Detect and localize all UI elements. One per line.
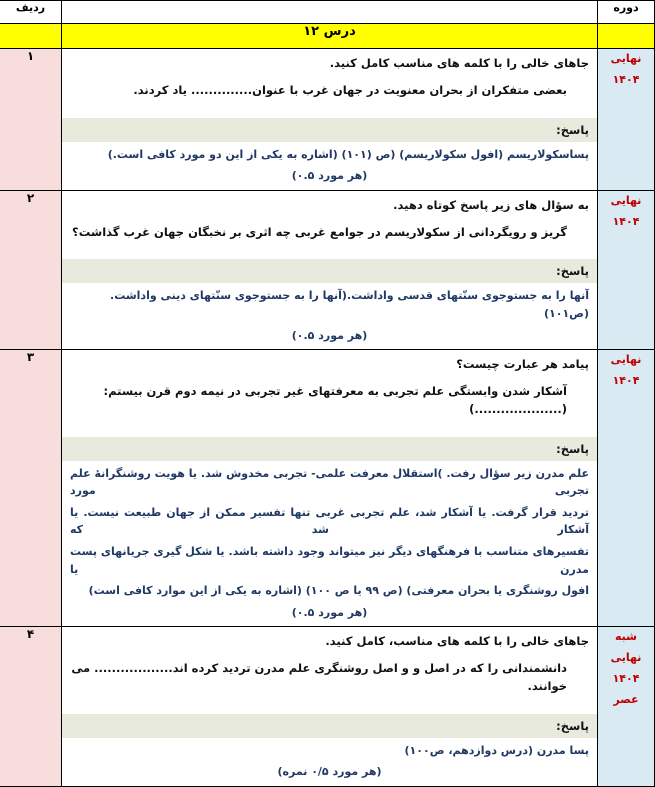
answer-score-note: (هر مورد ۰.۵) [291,605,368,619]
answer-block [62,142,597,190]
question-line: دانشمندانی را که در اصل و و اصل روشنگری علم مدرن تردید کرده اند.................. می خوانند. [71,661,567,694]
period-cell [598,190,655,349]
row-number-cell: ۱ [0,49,62,191]
answer-label: پاسخ: [62,437,597,461]
answer-block [62,738,597,786]
period-cell [598,49,655,191]
period-cell [598,627,655,787]
answer-line: افول روشنگری یا بحران معرفتی) (ص ۹۹ یا ص ۱۰۰) (اشاره به یکی از این موارد کافی است) [88,584,589,598]
question-line: پیامد هر عبارت چیست؟ [456,357,589,372]
period-line: ۱۴۰۴ [612,374,640,388]
period-line: ۱۴۰۴ [612,72,640,86]
header-content [62,1,598,24]
row-number-cell: ۴ [0,627,62,787]
answer-score-note: (هر مورد ۰.۵) [291,328,368,342]
answer-block [62,283,597,349]
answer-label: پاسخ: [62,714,597,738]
content-cell [62,190,598,349]
question-spacer [62,245,597,259]
period-line: نهایی [610,651,642,665]
lesson-banner-title: درس ۱۲ [62,24,598,49]
table-row [0,190,655,349]
question-line: جاهای خالی را با کلمه های مناسب، کامل کنید. [325,634,589,649]
table-row [0,49,655,191]
header-period: دوره [598,1,655,24]
period-line: عصر [613,693,639,707]
period-cell [598,350,655,627]
row-number-cell: ۳ [0,350,62,627]
answer-score-note: (هر مورد ۰/۵ نمره) [277,765,382,779]
period-line: شبه [615,630,637,644]
answer-label: پاسخ: [62,259,597,283]
table-header-row [0,1,655,24]
question-line: بعضی متفکران از بحران معنویت در جهان غرب با عنوان.............. یاد کردند. [133,82,567,97]
content-cell [62,627,598,787]
answer-line: آنها را به جستوجوی سنّتهای قدسی واداشت.(آنها را به جستوجوی سنّتهای دینی واداشت. (ص۱۰۱) [110,289,589,321]
header-row-number: ردیف [0,1,62,24]
question-block [62,627,597,699]
period-line: نهایی [610,193,642,207]
lesson-banner-row [0,24,655,49]
row-number-cell: ۲ [0,190,62,349]
table-row [0,350,655,627]
question-block [62,191,597,246]
answer-line: پسا مدرن (درس دوازدهم، ص۱۰۰) [404,743,589,757]
content-cell [62,350,598,627]
answer-line: تردید قرار گرفت. یا آشکار شد، علم تجربی غربی تنها تفسیر ممکن از جهان طبیعت نیست. یا آشکار شد که [70,505,589,537]
question-block [62,49,597,104]
answer-line: علم مدرن زیر سؤال رفت. )استقلال معرفت علمی- تجربی مخدوش شد. یا هویت روشنگرانۀ علم تجربی مورد [70,466,589,498]
question-line: گریز و رویگردانی از سکولاریسم در جوامع غربی چه اثری بر نخبگان جهان غرب گذاشت؟ [72,224,567,239]
period-line: نهایی [610,52,642,65]
question-block [62,350,597,422]
answer-label: پاسخ: [62,118,597,142]
answer-line: پساسکولاریسم (افول سکولاریسم) (ص (۱۰۱) (اشاره به یکی از این دو مورد کافی است.) [107,147,589,161]
question-line: جاهای خالی را با کلمه های مناسب کامل کنید. [329,56,589,70]
answer-score-note: (هر مورد ۰.۵) [291,169,368,183]
question-line: به سؤال های زیر پاسخ کوتاه دهید. [393,197,589,212]
question-spacer [62,104,597,118]
lesson-banner-right-pad [598,24,655,49]
answer-line: تفسیرهای متناسب با فرهنگهای دیگر نیز میتواند وجود داشته باشد. یا شکل گیری جریانهای پست مدرن یا [70,545,589,576]
answer-block [62,461,597,627]
period-line: ۱۴۰۴ [612,672,640,686]
content-cell [62,49,598,191]
period-line: ۱۴۰۴ [612,214,640,228]
period-line: نهایی [610,353,642,367]
table-row [0,627,655,787]
lesson-banner-left-pad [0,24,62,49]
question-line: آشکار شدن وابستگی علم تجربی به معرفتهای غیر تجربی در نیمه دوم قرن بیستم: (....................) [103,384,567,416]
question-spacer [62,423,597,437]
